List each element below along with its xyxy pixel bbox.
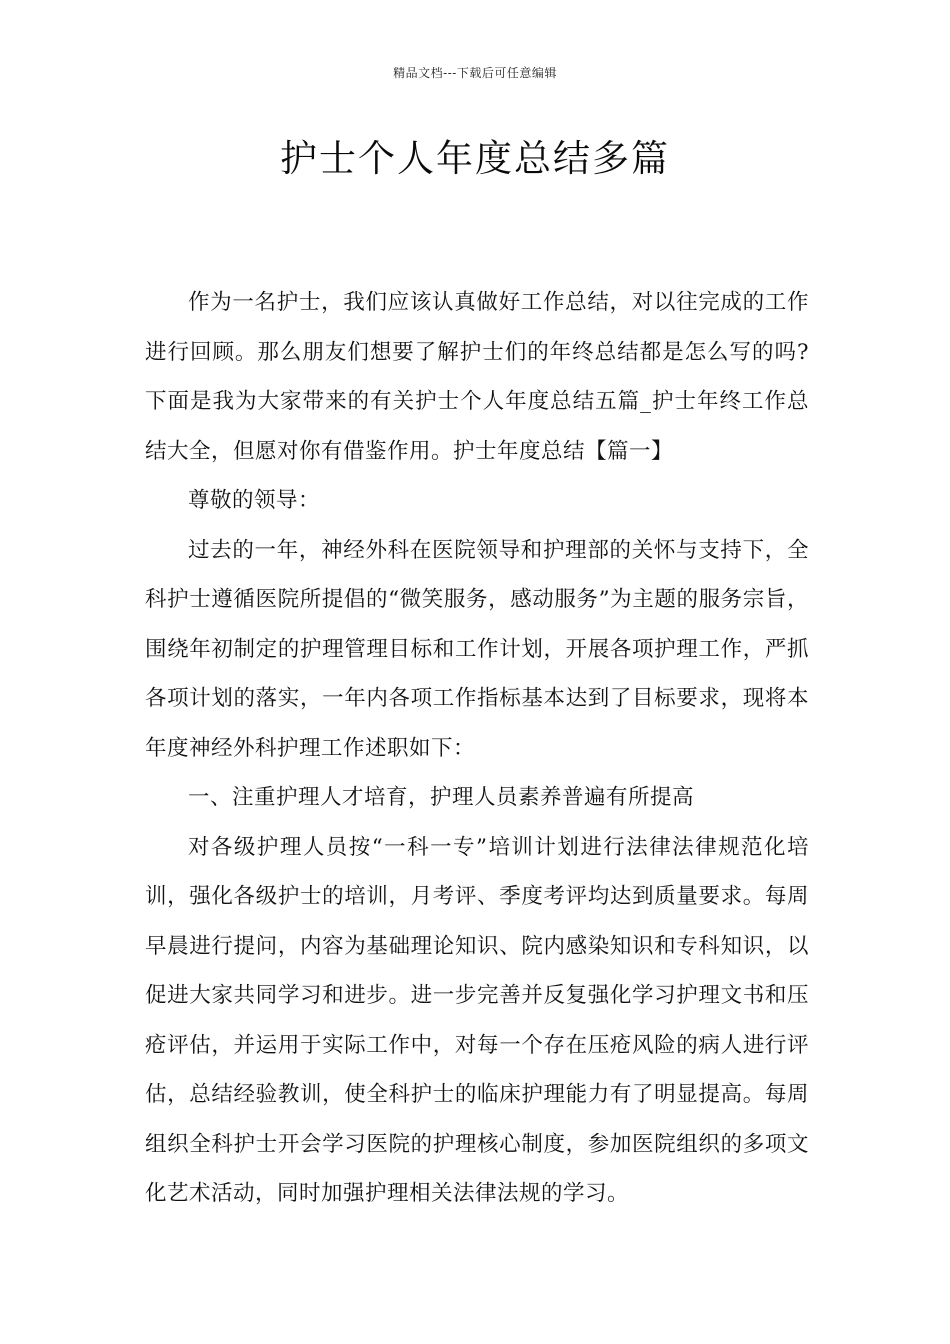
paragraph-salutation: 尊敬的领导： [188,488,321,513]
paragraph-intro: 作为一名护士，我们应该认真做好工作总结，对以往完成的工作进行回顾。那么朋友们想要了解护士们的年终总结都是怎么写的吗?下面是我为大家带来的有关护士个人年度总结五篇_护士年终工作总结大全，但愿对你有借鉴作用。护士年度总结【篇一】 [145,290,809,464]
paragraph-overview: 过去的一年，神经外科在医院领导和护理部的关怀与支持下，全科护士遵循医院所提倡的“微笑服务，感动服务”为主题的服务宗旨，围绕年初制定的护理管理目标和工作计划，开展各项护理工作，严抓各项计划的落实，一年内各项工作指标基本达到了目标要求，现将本年度神经外科护理工作述职如下： [145,537,809,761]
document-title: 护士个人年度总结多篇 [280,137,670,180]
section-heading-1: 一、注重护理人才培育，护理人员素养普遍有所提高 [188,785,695,810]
paragraph-training: 对各级护理人员按“一科一专”培训计划进行法律法律规范化培训，强化各级护士的培训，月考评、季度考评均达到质量要求。每周早晨进行提问，内容为基础理论知识、院内感染知识和专科知识，以促进大家共同学习和进步。进一步完善并反复强化学习护理文书和压疮评估，并运用于实际工作中，对每一个存在压疮风险的病人进行评估，总结经验教训，使全科护士的临床护理能力有了明显提高。每周组织全科护士开会学习医院的护理核心制度，参加医院组织的多项文化艺术活动，同时加强护理相关法律法规的学习。 [145,834,809,1206]
header-note: 精品文档---下载后可任意编辑 [393,66,557,80]
document-body [145,278,809,1219]
